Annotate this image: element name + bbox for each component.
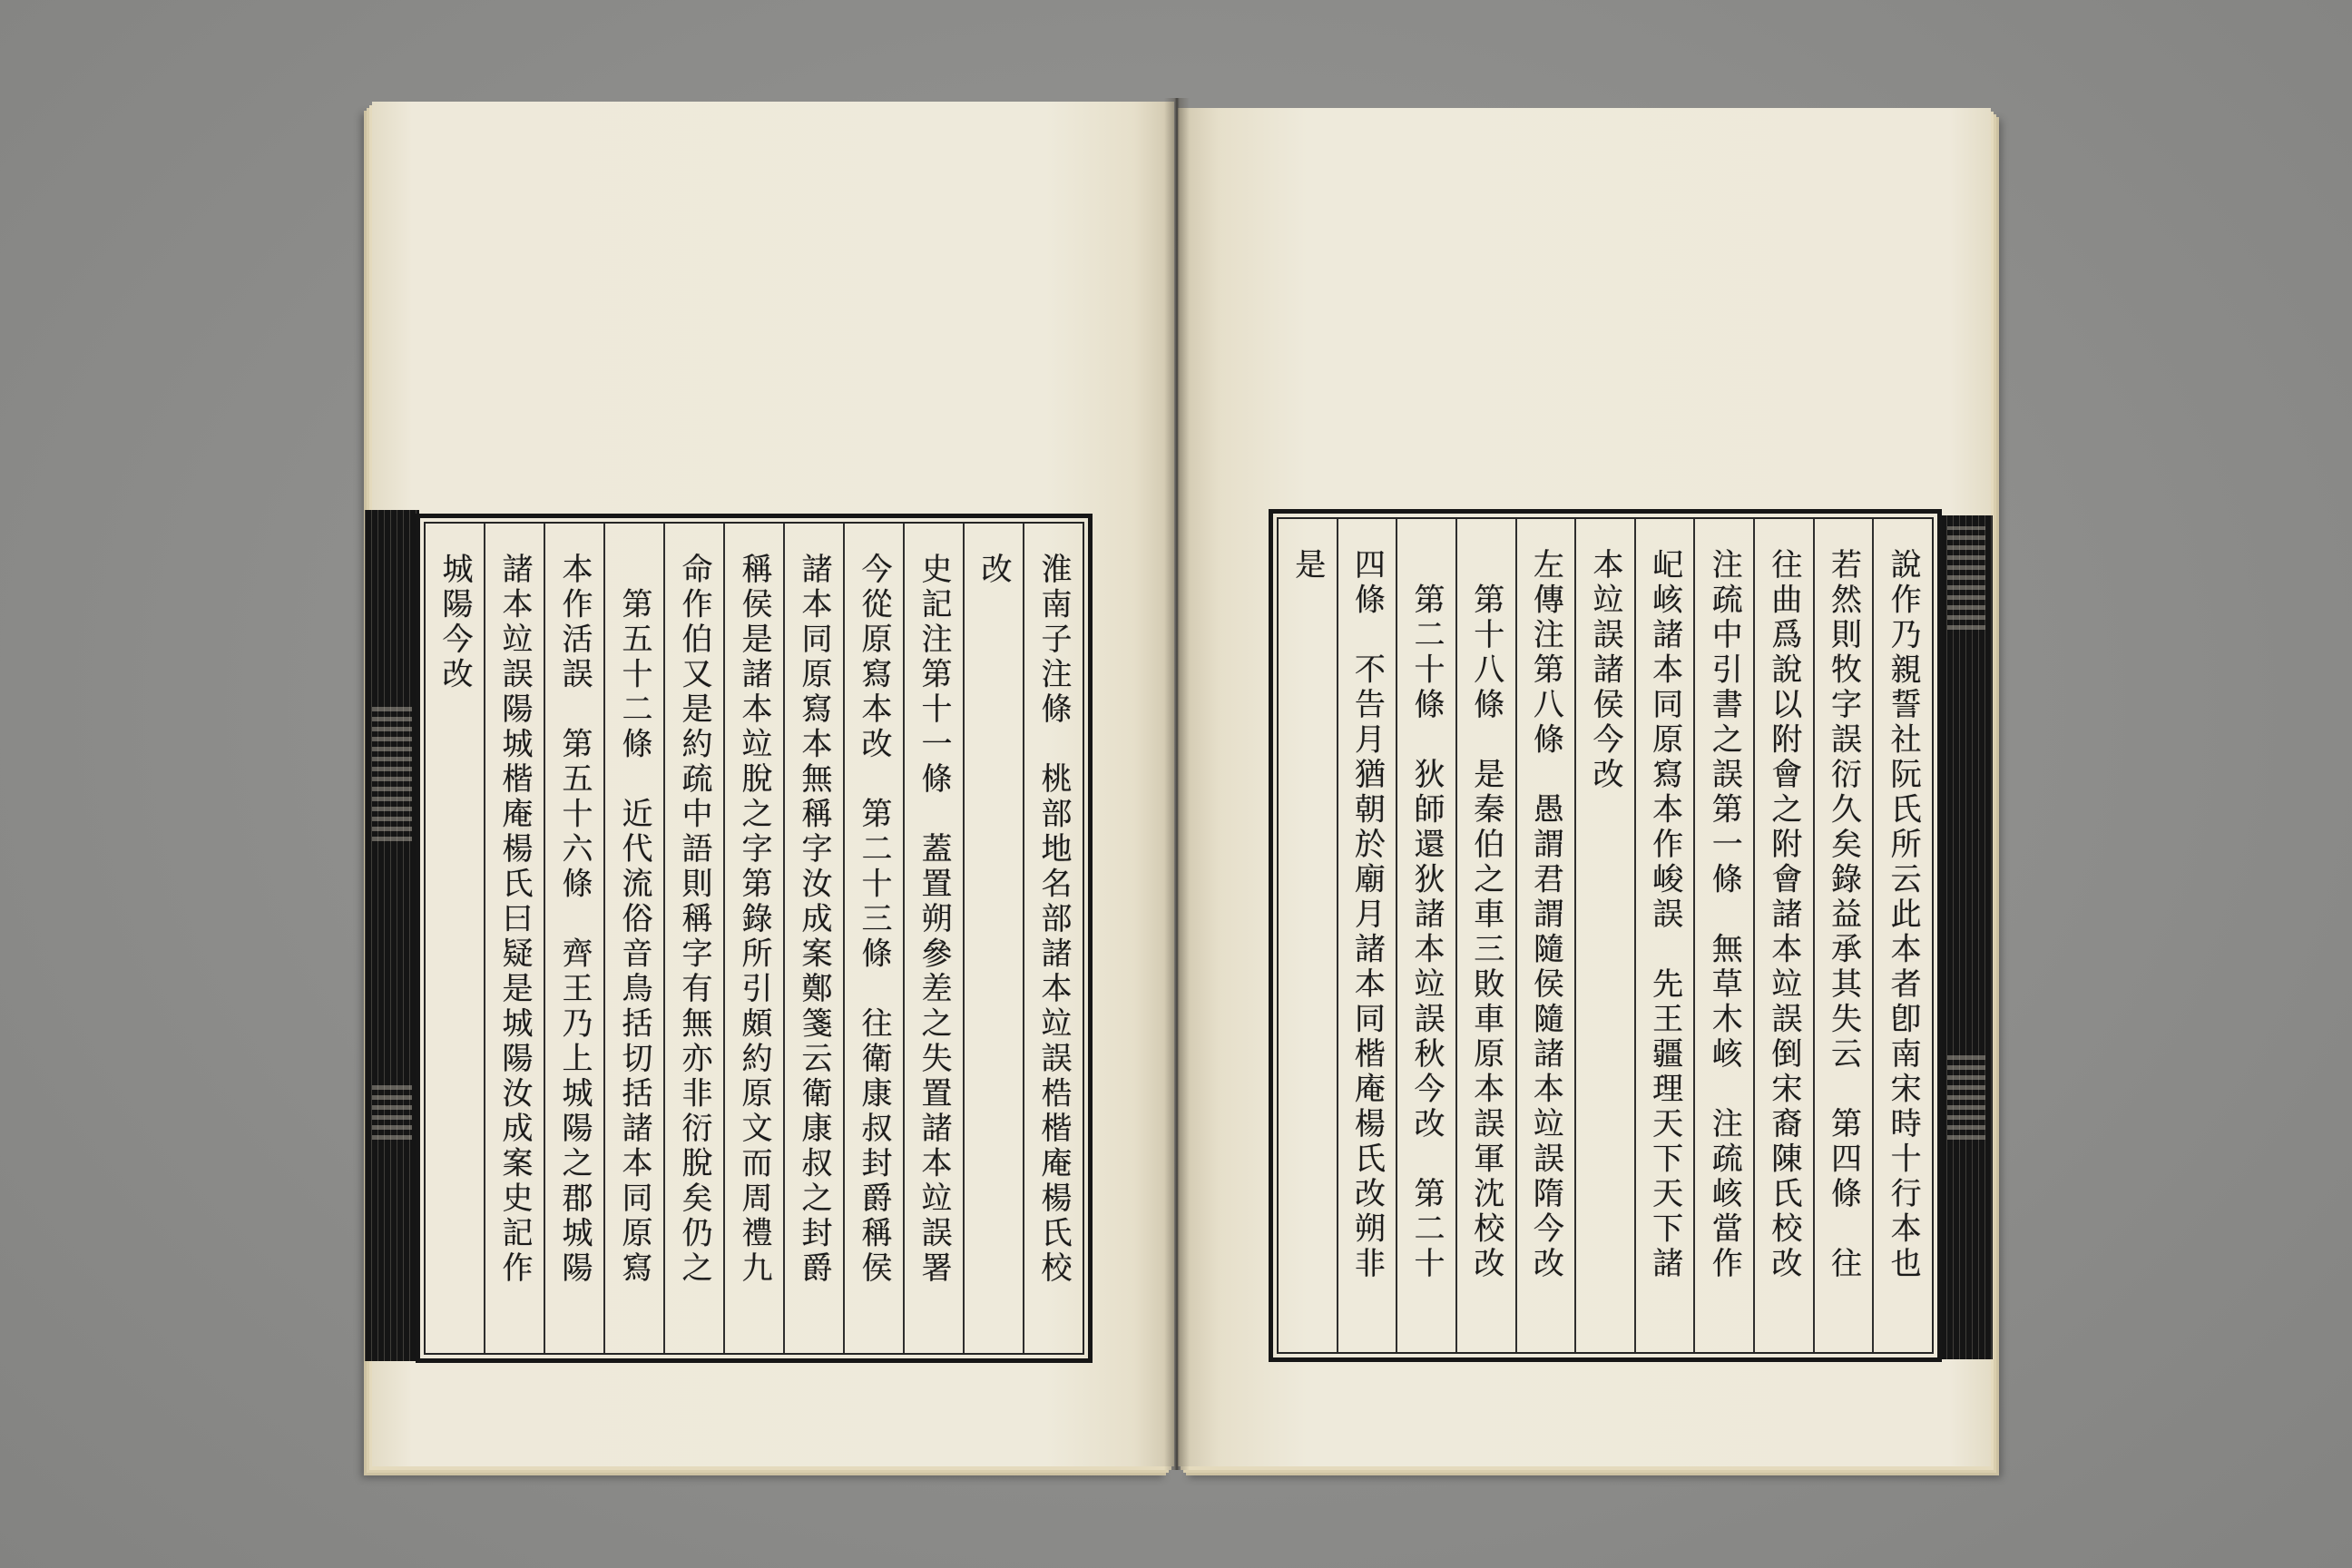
column-text: 說作乃親誓社阮氏所云此本者卽南宋時十行本也 bbox=[1885, 548, 1922, 1282]
edge-mark bbox=[1947, 526, 1985, 630]
text-column bbox=[1872, 519, 1932, 1352]
edge-mark bbox=[372, 1080, 412, 1140]
column-text: 左傳注第八條 愚謂君謂隨侯隨諸本竝誤隋今改 bbox=[1527, 548, 1564, 1282]
book-spine-fold bbox=[1164, 98, 1190, 1470]
column-text: 往曲爲說以附會之附會諸本竝誤倒宋裔陳氏校改 bbox=[1765, 548, 1802, 1282]
column-text: 城陽今改 bbox=[436, 553, 473, 692]
text-column bbox=[1023, 524, 1083, 1353]
text-column bbox=[1396, 519, 1455, 1352]
edge-mark bbox=[372, 705, 412, 841]
text-column bbox=[1515, 519, 1575, 1352]
right-fore-edge-band bbox=[1940, 515, 1993, 1359]
column-text: 本作活誤 第五十六條 齊王乃上城陽之郡城陽 bbox=[556, 553, 593, 1287]
text-column bbox=[1693, 519, 1753, 1352]
column-text: 淮南子注條 桃部地名部諸本竝誤梏楷庵楊氏校 bbox=[1035, 553, 1072, 1287]
column-text: 第十八條 是秦伯之車三敗車原本誤軍沈校改 bbox=[1467, 548, 1504, 1282]
column-text: 第二十條 狄師還狄諸本竝誤秋今改 第二十 bbox=[1408, 548, 1446, 1282]
text-column bbox=[426, 524, 484, 1353]
column-text: 諸本竝誤陽城楷庵楊氏曰疑是城陽汝成案史記作 bbox=[496, 553, 533, 1287]
text-column bbox=[603, 524, 663, 1353]
text-column bbox=[903, 524, 963, 1353]
column-text: 四條 不告月猶朝於廟月諸本同楷庵楊氏改朔非 bbox=[1348, 548, 1386, 1282]
column-text: 本竝誤諸侯今改 bbox=[1586, 548, 1623, 793]
column-text: 諸本同原寫本無稱字汝成案鄭箋云衛康叔之封爵 bbox=[796, 553, 832, 1287]
column-text: 今從原寫本改 第二十三條 往衛康叔封爵稱侯 bbox=[856, 553, 892, 1287]
text-column bbox=[783, 524, 843, 1353]
text-column bbox=[663, 524, 723, 1353]
column-text: 第五十二條 近代流俗音鳥括切括諸本同原寫 bbox=[616, 553, 652, 1287]
text-column bbox=[1337, 519, 1396, 1352]
text-column bbox=[1753, 519, 1813, 1352]
column-text: 若然則牧字誤衍久矣錄益承其失云 第四條 往 bbox=[1825, 548, 1862, 1282]
left-fore-edge-band bbox=[365, 510, 419, 1361]
text-column bbox=[843, 524, 903, 1353]
column-text: 史記注第十一條 蓋置朔參差之失置諸本竝誤署 bbox=[916, 553, 952, 1287]
left-page-columns bbox=[424, 522, 1084, 1355]
left-page-text-frame bbox=[416, 514, 1093, 1363]
text-column bbox=[484, 524, 544, 1353]
column-text: 稱侯是諸本竝脫之字第錄所引頗約原文而周禮九 bbox=[736, 553, 772, 1287]
text-column bbox=[1279, 519, 1337, 1352]
text-column bbox=[1813, 519, 1873, 1352]
text-column bbox=[963, 524, 1023, 1353]
edge-mark bbox=[1947, 1050, 1985, 1140]
text-column bbox=[544, 524, 603, 1353]
text-column bbox=[1574, 519, 1634, 1352]
column-text: 改 bbox=[975, 553, 1012, 588]
column-text: 命作伯又是約疏中語則稱字有無亦非衍脫矣仍之 bbox=[676, 553, 712, 1287]
column-text: 是 bbox=[1289, 548, 1326, 583]
text-column bbox=[1634, 519, 1694, 1352]
text-column bbox=[1455, 519, 1515, 1352]
column-text: 屺峐諸本同原寫本作峻誤 先王疆理天下天下諸 bbox=[1646, 548, 1683, 1282]
right-page-text-frame bbox=[1269, 509, 1942, 1362]
column-text: 注疏中引書之誤第一條 無草木峐 注疏峐當作 bbox=[1706, 548, 1743, 1282]
text-column bbox=[723, 524, 783, 1353]
right-page-columns bbox=[1277, 517, 1934, 1354]
